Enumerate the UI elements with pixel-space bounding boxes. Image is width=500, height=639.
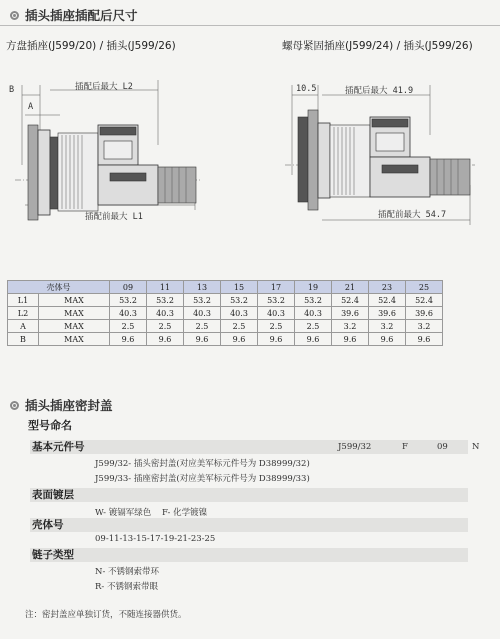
row-type: MAX xyxy=(39,307,110,320)
section-title-sealing-cap xyxy=(10,396,113,414)
shell-options: 09-11-13-15-17-19-21-23-25 xyxy=(95,534,216,544)
section-title-text: 插头插座插配后尺寸 xyxy=(25,8,138,23)
row-label: A xyxy=(8,320,39,333)
row-label: B xyxy=(8,333,39,346)
table-header-row xyxy=(8,281,443,294)
plating-label: 表面镀层 xyxy=(32,489,74,501)
header-cell: 19 xyxy=(295,281,332,294)
code-f: F xyxy=(402,442,408,452)
dim-b-label: B xyxy=(9,85,15,95)
header-cell: 13 xyxy=(184,281,221,294)
plating-bar xyxy=(30,488,468,502)
cell: 9.6 xyxy=(406,333,443,346)
left-caption: 方盘插座(J599/20) / 插头(J599/26) xyxy=(6,40,176,52)
table-row xyxy=(8,320,443,333)
cell: 40.3 xyxy=(110,307,147,320)
dim-l2-label: 插配后最大 L2 xyxy=(75,82,133,92)
dimensions-table xyxy=(7,280,443,346)
cell: 39.6 xyxy=(406,307,443,320)
dim-54-7-label: 插配前最大 54.7 xyxy=(378,210,447,220)
table-row xyxy=(8,307,443,320)
cell: 53.2 xyxy=(221,294,258,307)
basic-part-label: 基本元件号 xyxy=(32,441,85,453)
chain-label: 链子类型 xyxy=(32,549,74,561)
cell: 9.6 xyxy=(221,333,258,346)
cell: 3.2 xyxy=(369,320,406,333)
cell: 9.6 xyxy=(258,333,295,346)
cell: 53.2 xyxy=(295,294,332,307)
cell: 2.5 xyxy=(110,320,147,333)
chain-option-1: N- 不锈钢索带环 xyxy=(95,567,160,577)
cell: 40.3 xyxy=(295,307,332,320)
cell: 39.6 xyxy=(369,307,406,320)
table-row xyxy=(8,333,443,346)
cell: 53.2 xyxy=(184,294,221,307)
bullet-icon xyxy=(10,11,19,20)
cell: 40.3 xyxy=(147,307,184,320)
header-cell: 17 xyxy=(258,281,295,294)
chain-option-2: R- 不锈钢索带眼 xyxy=(95,582,158,592)
cell: 53.2 xyxy=(110,294,147,307)
cell: 52.4 xyxy=(369,294,406,307)
footnote: 注：密封盖应单独订货，不随连接器供货。 xyxy=(25,610,187,620)
table-row xyxy=(8,294,443,307)
cell: 9.6 xyxy=(147,333,184,346)
dim-10-5-label: 10.5 xyxy=(296,84,317,94)
header-cell: 09 xyxy=(110,281,147,294)
row-label: L2 xyxy=(8,307,39,320)
header-cell: 25 xyxy=(406,281,443,294)
shell-bar xyxy=(30,518,468,532)
shell-label: 壳体号 xyxy=(32,519,64,531)
cell: 40.3 xyxy=(258,307,295,320)
right-caption: 螺母紧固插座(J599/24) / 插头(J599/26) xyxy=(282,40,473,52)
type-naming-heading: 型号命名 xyxy=(28,419,72,432)
cell: 9.6 xyxy=(332,333,369,346)
cell: 40.3 xyxy=(184,307,221,320)
cell: 9.6 xyxy=(184,333,221,346)
header-label-cell: 壳体号 xyxy=(8,281,110,294)
cell: 9.6 xyxy=(369,333,406,346)
cell: 9.6 xyxy=(110,333,147,346)
header-cell: 21 xyxy=(332,281,369,294)
cell: 2.5 xyxy=(184,320,221,333)
bullet-icon xyxy=(10,401,19,410)
basic-option-2: J599/33- 插座密封盖(对应美军标元件号为 D38999/33) xyxy=(95,474,310,484)
dim-41-9-label: 插配后最大 41.9 xyxy=(345,86,414,96)
chain-bar xyxy=(30,548,468,562)
cell: 9.6 xyxy=(295,333,332,346)
cell: 2.5 xyxy=(147,320,184,333)
cell: 3.2 xyxy=(332,320,369,333)
cell: 52.4 xyxy=(332,294,369,307)
dim-a-label: A xyxy=(28,102,34,112)
header-cell: 11 xyxy=(147,281,184,294)
cell: 53.2 xyxy=(147,294,184,307)
cell: 52.4 xyxy=(406,294,443,307)
header-cell: 23 xyxy=(369,281,406,294)
cell: 2.5 xyxy=(258,320,295,333)
section-title-mated-dimensions xyxy=(10,6,138,24)
row-label: L1 xyxy=(8,294,39,307)
cell: 39.6 xyxy=(332,307,369,320)
cell: 3.2 xyxy=(406,320,443,333)
basic-option-1: J599/32- 插头密封盖(对应美军标元件号为 D38999/32) xyxy=(95,459,310,469)
cell: 40.3 xyxy=(221,307,258,320)
cell: 53.2 xyxy=(258,294,295,307)
divider xyxy=(0,25,500,26)
plating-options: W- 镀镉军绿色 F- 化学镀镍 xyxy=(95,508,208,518)
code-09: 09 xyxy=(437,442,448,452)
code-j599-32: J599/32 xyxy=(338,442,372,452)
cell: 2.5 xyxy=(221,320,258,333)
row-type: MAX xyxy=(39,333,110,346)
row-type: MAX xyxy=(39,320,110,333)
row-type: MAX xyxy=(39,294,110,307)
header-cell: 15 xyxy=(221,281,258,294)
section-title-text: 插头插座密封盖 xyxy=(25,398,113,413)
code-n: N xyxy=(472,442,480,452)
cell: 2.5 xyxy=(295,320,332,333)
dim-l1-label: 插配前最大 L1 xyxy=(85,212,143,222)
